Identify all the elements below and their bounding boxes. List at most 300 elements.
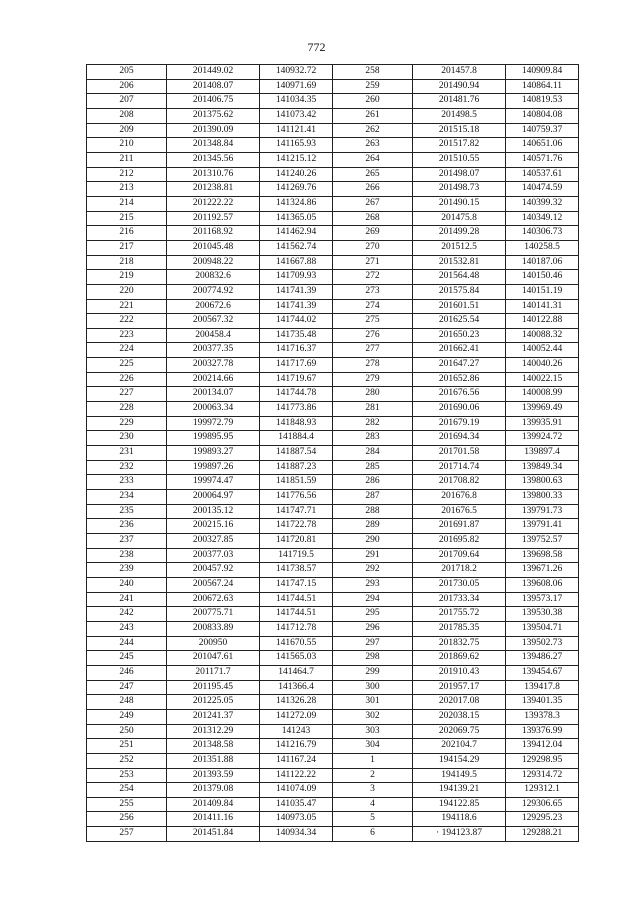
y-coordinate-cell: 140934.34 bbox=[260, 827, 333, 842]
y-coordinate-cell: 139530.38 bbox=[506, 607, 579, 622]
point-number-cell: 263 bbox=[333, 138, 413, 153]
x-coordinate-cell: 199895.95 bbox=[167, 431, 260, 446]
point-number-cell: 296 bbox=[333, 621, 413, 636]
table-row bbox=[87, 255, 579, 270]
point-number-cell: 219 bbox=[87, 270, 167, 285]
table-row bbox=[87, 94, 579, 109]
point-number-cell: 265 bbox=[333, 167, 413, 182]
y-coordinate-cell: 141121.41 bbox=[260, 123, 333, 138]
y-coordinate-cell: 141738.57 bbox=[260, 563, 333, 578]
x-coordinate-cell: 200672.63 bbox=[167, 592, 260, 607]
table-row bbox=[87, 577, 579, 592]
y-coordinate-cell: 140971.69 bbox=[260, 79, 333, 94]
x-coordinate-cell: 201510.55 bbox=[413, 152, 506, 167]
x-coordinate-cell: 200135.12 bbox=[167, 504, 260, 519]
y-coordinate-cell: 141167.24 bbox=[260, 753, 333, 768]
point-number-cell: 6 bbox=[333, 827, 413, 842]
y-coordinate-cell: 141272.09 bbox=[260, 709, 333, 724]
y-coordinate-cell: 140474.59 bbox=[506, 182, 579, 197]
x-coordinate-cell: 201375.62 bbox=[167, 108, 260, 123]
x-coordinate-cell: 200458.4 bbox=[167, 328, 260, 343]
y-coordinate-cell: 139849.34 bbox=[506, 460, 579, 475]
table-row bbox=[87, 753, 579, 768]
x-coordinate-cell: 194154.29 bbox=[413, 753, 506, 768]
y-coordinate-cell: 140052.44 bbox=[506, 343, 579, 358]
y-coordinate-cell: 129298.95 bbox=[506, 753, 579, 768]
point-number-cell: 275 bbox=[333, 314, 413, 329]
point-number-cell: 283 bbox=[333, 431, 413, 446]
point-number-cell: 269 bbox=[333, 226, 413, 241]
point-number-cell: 297 bbox=[333, 636, 413, 651]
y-coordinate-cell: 139502.73 bbox=[506, 636, 579, 651]
y-coordinate-cell: 139800.33 bbox=[506, 490, 579, 505]
table-row bbox=[87, 724, 579, 739]
y-coordinate-cell: 140864.11 bbox=[506, 79, 579, 94]
y-coordinate-cell: 139573.17 bbox=[506, 592, 579, 607]
table-row bbox=[87, 460, 579, 475]
point-number-cell: 294 bbox=[333, 592, 413, 607]
y-coordinate-cell: 140151.19 bbox=[506, 284, 579, 299]
point-number-cell: 286 bbox=[333, 475, 413, 490]
point-number-cell: 293 bbox=[333, 577, 413, 592]
x-coordinate-cell: 201195.45 bbox=[167, 680, 260, 695]
y-coordinate-cell: 140306.73 bbox=[506, 226, 579, 241]
point-number-cell: 235 bbox=[87, 504, 167, 519]
x-coordinate-cell: 201718.2 bbox=[413, 563, 506, 578]
point-number-cell: 303 bbox=[333, 724, 413, 739]
y-coordinate-cell: 140150.46 bbox=[506, 270, 579, 285]
point-number-cell: 248 bbox=[87, 695, 167, 710]
point-number-cell: 240 bbox=[87, 577, 167, 592]
y-coordinate-cell: 140399.32 bbox=[506, 196, 579, 211]
y-coordinate-cell: 141744.51 bbox=[260, 592, 333, 607]
y-coordinate-cell: 140819.53 bbox=[506, 94, 579, 109]
y-coordinate-cell: 141122.22 bbox=[260, 768, 333, 783]
x-coordinate-cell: 194149.5 bbox=[413, 768, 506, 783]
point-number-cell: 301 bbox=[333, 695, 413, 710]
table-row bbox=[87, 446, 579, 461]
point-number-cell: 1 bbox=[333, 753, 413, 768]
y-coordinate-cell: 139897.4 bbox=[506, 446, 579, 461]
y-coordinate-cell: 141670.55 bbox=[260, 636, 333, 651]
point-number-cell: 300 bbox=[333, 680, 413, 695]
table-row bbox=[87, 709, 579, 724]
point-number-cell: 282 bbox=[333, 416, 413, 431]
y-coordinate-cell: 129306.65 bbox=[506, 797, 579, 812]
x-coordinate-cell: 199972.79 bbox=[167, 416, 260, 431]
x-coordinate-cell: 201662.41 bbox=[413, 343, 506, 358]
point-number-cell: 212 bbox=[87, 167, 167, 182]
y-coordinate-cell: 141365.05 bbox=[260, 211, 333, 226]
x-coordinate-cell: 201408.07 bbox=[167, 79, 260, 94]
y-coordinate-cell: 140088.32 bbox=[506, 328, 579, 343]
table-row bbox=[87, 138, 579, 153]
table-row bbox=[87, 372, 579, 387]
point-number-cell: 257 bbox=[87, 827, 167, 842]
x-coordinate-cell: 201499.28 bbox=[413, 226, 506, 241]
point-number-cell: 271 bbox=[333, 255, 413, 270]
x-coordinate-cell: 200672.6 bbox=[167, 299, 260, 314]
point-number-cell: 267 bbox=[333, 196, 413, 211]
point-number-cell: 291 bbox=[333, 548, 413, 563]
table-row bbox=[87, 299, 579, 314]
point-number-cell: 207 bbox=[87, 94, 167, 109]
y-coordinate-cell: 140537.61 bbox=[506, 167, 579, 182]
point-number-cell: 220 bbox=[87, 284, 167, 299]
x-coordinate-cell: 201225.05 bbox=[167, 695, 260, 710]
x-coordinate-cell: 200774.92 bbox=[167, 284, 260, 299]
x-coordinate-cell: 201695.82 bbox=[413, 534, 506, 549]
point-number-cell: 243 bbox=[87, 621, 167, 636]
point-number-cell: 302 bbox=[333, 709, 413, 724]
x-coordinate-cell: 200833.89 bbox=[167, 621, 260, 636]
point-number-cell: 258 bbox=[333, 65, 413, 80]
y-coordinate-cell: 129288.21 bbox=[506, 827, 579, 842]
table-row bbox=[87, 343, 579, 358]
point-number-cell: 234 bbox=[87, 490, 167, 505]
y-coordinate-cell: 141722.78 bbox=[260, 519, 333, 534]
table-row bbox=[87, 431, 579, 446]
y-coordinate-cell: 141776.56 bbox=[260, 490, 333, 505]
y-coordinate-cell: 139376.99 bbox=[506, 724, 579, 739]
point-number-cell: 287 bbox=[333, 490, 413, 505]
table-row bbox=[87, 768, 579, 783]
x-coordinate-cell: 201047.61 bbox=[167, 651, 260, 666]
point-number-cell: 3 bbox=[333, 783, 413, 798]
x-coordinate-cell: 201379.08 bbox=[167, 783, 260, 798]
y-coordinate-cell: 139504.71 bbox=[506, 621, 579, 636]
point-number-cell: 288 bbox=[333, 504, 413, 519]
point-number-cell: 208 bbox=[87, 108, 167, 123]
x-coordinate-cell: 201222.22 bbox=[167, 196, 260, 211]
point-number-cell: 276 bbox=[333, 328, 413, 343]
x-coordinate-cell: 201390.09 bbox=[167, 123, 260, 138]
point-number-cell: 214 bbox=[87, 196, 167, 211]
y-coordinate-cell: 140651.06 bbox=[506, 138, 579, 153]
y-coordinate-cell: 141240.26 bbox=[260, 167, 333, 182]
y-coordinate-cell: 141074.09 bbox=[260, 783, 333, 798]
table-row bbox=[87, 827, 579, 842]
y-coordinate-cell: 141741.39 bbox=[260, 284, 333, 299]
point-number-cell: 242 bbox=[87, 607, 167, 622]
y-coordinate-cell: 139454.67 bbox=[506, 665, 579, 680]
y-coordinate-cell: 139924.72 bbox=[506, 431, 579, 446]
point-number-cell: 218 bbox=[87, 255, 167, 270]
table-row bbox=[87, 548, 579, 563]
x-coordinate-cell: 201652.86 bbox=[413, 372, 506, 387]
point-number-cell: 229 bbox=[87, 416, 167, 431]
y-coordinate-cell: 141073.42 bbox=[260, 108, 333, 123]
table-row bbox=[87, 592, 579, 607]
x-coordinate-cell: 201676.56 bbox=[413, 387, 506, 402]
y-coordinate-cell: 139486.27 bbox=[506, 651, 579, 666]
point-number-cell: 254 bbox=[87, 783, 167, 798]
table-row bbox=[87, 402, 579, 417]
y-coordinate-cell: 141719.67 bbox=[260, 372, 333, 387]
y-coordinate-cell: 140022.15 bbox=[506, 372, 579, 387]
table-row bbox=[87, 358, 579, 373]
coordinates-table bbox=[86, 64, 579, 842]
y-coordinate-cell: 141243 bbox=[260, 724, 333, 739]
x-coordinate-cell: 200327.78 bbox=[167, 358, 260, 373]
x-coordinate-cell: 194139.21 bbox=[413, 783, 506, 798]
point-number-cell: 273 bbox=[333, 284, 413, 299]
point-number-cell: 206 bbox=[87, 79, 167, 94]
point-number-cell: 223 bbox=[87, 328, 167, 343]
x-coordinate-cell: 201708.82 bbox=[413, 475, 506, 490]
point-number-cell: 5 bbox=[333, 812, 413, 827]
table-row bbox=[87, 636, 579, 651]
point-number-cell: 230 bbox=[87, 431, 167, 446]
table-row bbox=[87, 621, 579, 636]
point-number-cell: 256 bbox=[87, 812, 167, 827]
y-coordinate-cell: 139378.3 bbox=[506, 709, 579, 724]
x-coordinate-cell: 200064.97 bbox=[167, 490, 260, 505]
table-row bbox=[87, 504, 579, 519]
table-row bbox=[87, 328, 579, 343]
x-coordinate-cell: 200063.34 bbox=[167, 402, 260, 417]
y-coordinate-cell: 140932.72 bbox=[260, 65, 333, 80]
y-coordinate-cell: 139752.57 bbox=[506, 534, 579, 549]
table-row bbox=[87, 240, 579, 255]
x-coordinate-cell: 201475.8 bbox=[413, 211, 506, 226]
point-number-cell: 237 bbox=[87, 534, 167, 549]
table-row bbox=[87, 123, 579, 138]
point-number-cell: 272 bbox=[333, 270, 413, 285]
point-number-cell: 216 bbox=[87, 226, 167, 241]
point-number-cell: 241 bbox=[87, 592, 167, 607]
x-coordinate-cell: 201192.57 bbox=[167, 211, 260, 226]
table-row bbox=[87, 739, 579, 754]
y-coordinate-cell: 141709.93 bbox=[260, 270, 333, 285]
table-row bbox=[87, 607, 579, 622]
point-number-cell: 285 bbox=[333, 460, 413, 475]
x-coordinate-cell: 201481.76 bbox=[413, 94, 506, 109]
point-number-cell: 209 bbox=[87, 123, 167, 138]
point-number-cell: 289 bbox=[333, 519, 413, 534]
point-number-cell: 268 bbox=[333, 211, 413, 226]
y-coordinate-cell: 141035.47 bbox=[260, 797, 333, 812]
point-number-cell: 249 bbox=[87, 709, 167, 724]
x-coordinate-cell: 200327.85 bbox=[167, 534, 260, 549]
y-coordinate-cell: 140141.31 bbox=[506, 299, 579, 314]
point-number-cell: 245 bbox=[87, 651, 167, 666]
y-coordinate-cell: 139791.41 bbox=[506, 519, 579, 534]
x-coordinate-cell: 201498.73 bbox=[413, 182, 506, 197]
table-row bbox=[87, 79, 579, 94]
point-number-cell: 222 bbox=[87, 314, 167, 329]
x-coordinate-cell: 201168.92 bbox=[167, 226, 260, 241]
x-coordinate-cell: 200214.66 bbox=[167, 372, 260, 387]
y-coordinate-cell: 139412.04 bbox=[506, 739, 579, 754]
x-coordinate-cell: 201457.8 bbox=[413, 65, 506, 80]
x-coordinate-cell: 201709.64 bbox=[413, 548, 506, 563]
x-coordinate-cell: 201498.07 bbox=[413, 167, 506, 182]
x-coordinate-cell: 201730.05 bbox=[413, 577, 506, 592]
x-coordinate-cell: 201690.06 bbox=[413, 402, 506, 417]
y-coordinate-cell: 141851.59 bbox=[260, 475, 333, 490]
y-coordinate-cell: 141462.94 bbox=[260, 226, 333, 241]
table-row bbox=[87, 695, 579, 710]
point-number-cell: 250 bbox=[87, 724, 167, 739]
x-coordinate-cell: 201490.94 bbox=[413, 79, 506, 94]
y-coordinate-cell: 141887.54 bbox=[260, 446, 333, 461]
y-coordinate-cell: 141269.76 bbox=[260, 182, 333, 197]
point-number-cell: 238 bbox=[87, 548, 167, 563]
y-coordinate-cell: 141744.78 bbox=[260, 387, 333, 402]
x-coordinate-cell: 201714.74 bbox=[413, 460, 506, 475]
x-coordinate-cell: 201647.27 bbox=[413, 358, 506, 373]
x-coordinate-cell: 201310.76 bbox=[167, 167, 260, 182]
table-row bbox=[87, 387, 579, 402]
x-coordinate-cell: 201832.75 bbox=[413, 636, 506, 651]
table-row bbox=[87, 651, 579, 666]
point-number-cell: 233 bbox=[87, 475, 167, 490]
y-coordinate-cell: 140122.88 bbox=[506, 314, 579, 329]
page-number: 772 bbox=[307, 40, 326, 54]
x-coordinate-cell: 201575.84 bbox=[413, 284, 506, 299]
x-coordinate-cell: 201957.17 bbox=[413, 680, 506, 695]
point-number-cell: 236 bbox=[87, 519, 167, 534]
x-coordinate-cell: 201676.8 bbox=[413, 490, 506, 505]
y-coordinate-cell: 141324.86 bbox=[260, 196, 333, 211]
point-number-cell: 295 bbox=[333, 607, 413, 622]
x-coordinate-cell: · 194123.87 bbox=[413, 827, 506, 842]
x-coordinate-cell: 201691.87 bbox=[413, 519, 506, 534]
x-coordinate-cell: 201312.29 bbox=[167, 724, 260, 739]
y-coordinate-cell: 141741.39 bbox=[260, 299, 333, 314]
y-coordinate-cell: 141719.5 bbox=[260, 548, 333, 563]
point-number-cell: 205 bbox=[87, 65, 167, 80]
x-coordinate-cell: 201650.23 bbox=[413, 328, 506, 343]
x-coordinate-cell: 201532.81 bbox=[413, 255, 506, 270]
table-row bbox=[87, 563, 579, 578]
x-coordinate-cell: 200567.32 bbox=[167, 314, 260, 329]
x-coordinate-cell: 201601.51 bbox=[413, 299, 506, 314]
point-number-cell: 280 bbox=[333, 387, 413, 402]
y-coordinate-cell: 141165.93 bbox=[260, 138, 333, 153]
point-number-cell: 260 bbox=[333, 94, 413, 109]
x-coordinate-cell: 201785.35 bbox=[413, 621, 506, 636]
point-number-cell: 279 bbox=[333, 372, 413, 387]
point-number-cell: 266 bbox=[333, 182, 413, 197]
y-coordinate-cell: 139401.35 bbox=[506, 695, 579, 710]
y-coordinate-cell: 129295.23 bbox=[506, 812, 579, 827]
x-coordinate-cell: 200948.22 bbox=[167, 255, 260, 270]
point-number-cell: 262 bbox=[333, 123, 413, 138]
point-number-cell: 247 bbox=[87, 680, 167, 695]
y-coordinate-cell: 140349.12 bbox=[506, 211, 579, 226]
y-coordinate-cell: 140571.76 bbox=[506, 152, 579, 167]
table-row bbox=[87, 152, 579, 167]
y-coordinate-cell: 140040.26 bbox=[506, 358, 579, 373]
x-coordinate-cell: 201910.43 bbox=[413, 665, 506, 680]
y-coordinate-cell: 129314.72 bbox=[506, 768, 579, 783]
y-coordinate-cell: 140804.08 bbox=[506, 108, 579, 123]
x-coordinate-cell: 201564.48 bbox=[413, 270, 506, 285]
x-coordinate-cell: 202104.7 bbox=[413, 739, 506, 754]
point-number-cell: 221 bbox=[87, 299, 167, 314]
x-coordinate-cell: 199897.26 bbox=[167, 460, 260, 475]
point-number-cell: 227 bbox=[87, 387, 167, 402]
x-coordinate-cell: 201451.84 bbox=[167, 827, 260, 842]
point-number-cell: 224 bbox=[87, 343, 167, 358]
table-row bbox=[87, 196, 579, 211]
x-coordinate-cell: 194122.85 bbox=[413, 797, 506, 812]
point-number-cell: 284 bbox=[333, 446, 413, 461]
table-row bbox=[87, 534, 579, 549]
x-coordinate-cell: 201625.54 bbox=[413, 314, 506, 329]
point-number-cell: 299 bbox=[333, 665, 413, 680]
y-coordinate-cell: 141464.7 bbox=[260, 665, 333, 680]
y-coordinate-cell: 140973.05 bbox=[260, 812, 333, 827]
point-number-cell: 251 bbox=[87, 739, 167, 754]
y-coordinate-cell: 140187.06 bbox=[506, 255, 579, 270]
table-row bbox=[87, 812, 579, 827]
y-coordinate-cell: 141744.51 bbox=[260, 607, 333, 622]
x-coordinate-cell: 194118.6 bbox=[413, 812, 506, 827]
table-row bbox=[87, 797, 579, 812]
point-number-cell: 261 bbox=[333, 108, 413, 123]
point-number-cell: 4 bbox=[333, 797, 413, 812]
y-coordinate-cell: 141720.81 bbox=[260, 534, 333, 549]
table-row bbox=[87, 270, 579, 285]
y-coordinate-cell: 140008.99 bbox=[506, 387, 579, 402]
point-number-cell: 226 bbox=[87, 372, 167, 387]
point-number-cell: 252 bbox=[87, 753, 167, 768]
point-number-cell: 2 bbox=[333, 768, 413, 783]
table-row bbox=[87, 314, 579, 329]
y-coordinate-cell: 139800.63 bbox=[506, 475, 579, 490]
x-coordinate-cell: 201733.34 bbox=[413, 592, 506, 607]
y-coordinate-cell: 141747.15 bbox=[260, 577, 333, 592]
x-coordinate-cell: 201393.59 bbox=[167, 768, 260, 783]
point-number-cell: 228 bbox=[87, 402, 167, 417]
point-number-cell: 213 bbox=[87, 182, 167, 197]
table-row bbox=[87, 167, 579, 182]
y-coordinate-cell: 141712.78 bbox=[260, 621, 333, 636]
x-coordinate-cell: 201517.82 bbox=[413, 138, 506, 153]
table-row bbox=[87, 680, 579, 695]
x-coordinate-cell: 201869.62 bbox=[413, 651, 506, 666]
y-coordinate-cell: 141884.4 bbox=[260, 431, 333, 446]
x-coordinate-cell: 200377.03 bbox=[167, 548, 260, 563]
point-number-cell: 264 bbox=[333, 152, 413, 167]
x-coordinate-cell: 201694.34 bbox=[413, 431, 506, 446]
x-coordinate-cell: 201045.48 bbox=[167, 240, 260, 255]
y-coordinate-cell: 139671.26 bbox=[506, 563, 579, 578]
y-coordinate-cell: 141887.23 bbox=[260, 460, 333, 475]
table-row bbox=[87, 182, 579, 197]
table-row bbox=[87, 226, 579, 241]
point-number-cell: 290 bbox=[333, 534, 413, 549]
point-number-cell: 231 bbox=[87, 446, 167, 461]
y-coordinate-cell: 141716.37 bbox=[260, 343, 333, 358]
y-coordinate-cell: 140909.84 bbox=[506, 65, 579, 80]
point-number-cell: 274 bbox=[333, 299, 413, 314]
point-number-cell: 255 bbox=[87, 797, 167, 812]
y-coordinate-cell: 141326.28 bbox=[260, 695, 333, 710]
point-number-cell: 278 bbox=[333, 358, 413, 373]
x-coordinate-cell: 201171.7 bbox=[167, 665, 260, 680]
x-coordinate-cell: 200775.71 bbox=[167, 607, 260, 622]
x-coordinate-cell: 199974.47 bbox=[167, 475, 260, 490]
x-coordinate-cell: 201351.88 bbox=[167, 753, 260, 768]
x-coordinate-cell: 201409.84 bbox=[167, 797, 260, 812]
point-number-cell: 210 bbox=[87, 138, 167, 153]
y-coordinate-cell: 141717.69 bbox=[260, 358, 333, 373]
x-coordinate-cell: 201490.15 bbox=[413, 196, 506, 211]
